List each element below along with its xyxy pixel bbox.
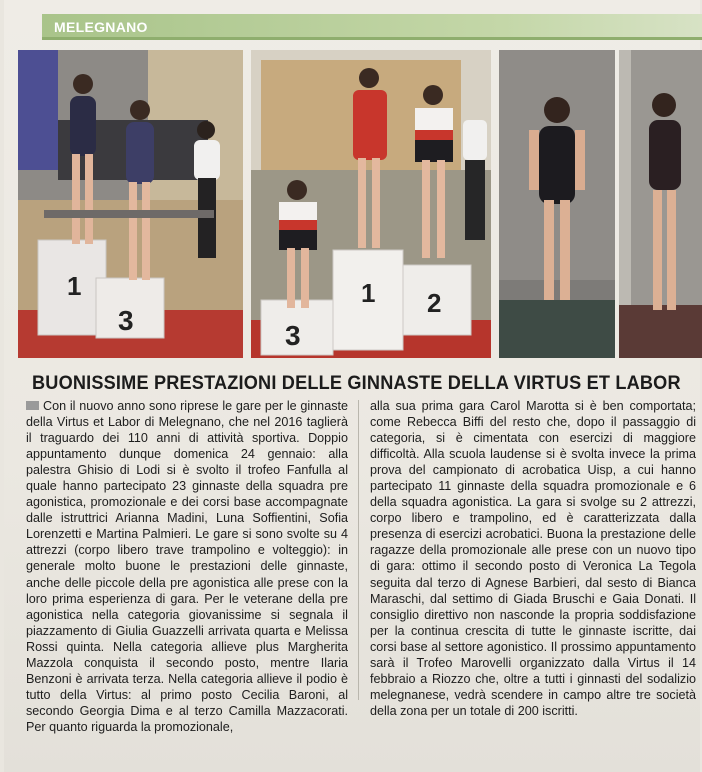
section-header-bar: [42, 14, 702, 40]
column-divider: [358, 400, 359, 700]
article-column-right: [370, 398, 696, 719]
podium-label-third: 3: [118, 305, 134, 336]
photo-gymnast-standing-image: [619, 50, 702, 358]
photo-podium-left: [18, 50, 243, 358]
photo-podium-center: [251, 50, 491, 358]
newspaper-page: [4, 0, 700, 772]
podium-label-first: 1: [67, 271, 82, 301]
article-paragraph-right: alla sua prima gara Carol Marotta si è ben comportata; come Rebecca Biffi del resto che, dopo il passaggio di categoria, si è cimentata con esercizi di maggiore difficoltà. Alla scuola laudense si è svolta invece la prima prova del campionato di acrobatica Uisp, a cui hanno partecipato 11 ginnaste della squadra promozionale e 6 della squadra agonistica. La gara si svolge su 2 attrezzi, corpo libero e trampolino, ed è caratterizzata dalla presenza di esercizi acrobatici. Buona la prestazione delle ragazze della promozionale alle prese con un nuovo tipo di gara: ottimo il secondo posto di Veronica La Tegola seguita dal terzo di Agnese Barbieri, dal sesto di Bianca Maraschi, dal settimo di Giada Bruschi e Gaia Donati. Il consiglio direttivo non nasconde la propria soddisfazione per la continua crescita di tutte le ginnaste iscritte, dai corsi base al settore agonistico. Il prossimo appuntamento sarà il Trofeo Marovelli organizzato dalla Virtus il 14 febbraio a Riozzo che, oltre a tutti i ginnasti del sodalizio melegnanese, vedrà scendere in campo altre tre società della zona per un totale di 200 iscritti.: [370, 399, 696, 718]
podium-label-first-center: 1: [361, 278, 376, 308]
article-text-left: Con il nuovo anno sono riprese le gare per le ginnaste della Virtus et Labor di Melegnano, che nel 2016 taglierà il traguardo dei 110 anni di attività sportiva. Doppio appuntamento dunque domenica 24 gennaio: alla palestra Ghisio di Lodi si è svolto il trofeo Fanfulla al quale hanno partecipato 23 ginnaste della squadra pre agonistica, promozionale e dei corsi base accompagnate dalle istruttrici Arianna Madini, Luna Soffientini, Sofia Lorenzetti e Martina Palmieri. Le gare si sono svolte su 4 attrezzi (corpo libero trave trampolino e volteggio): in generale molto buone le prestazioni delle ginnaste, anche delle piccole della pre agonistica alle prese con la loro prima esperienza di gara. Per le veterane della pre agonistica nella categoria giovanissime si segnala il piazzamento di Giulia Guazzelli arrivata quarta e Melissa Rossi quinta. Nella categoria allieve plus Margherita Mazzola conquista il secondo posto, mentre Ilaria Benzoni è arrivata terza. Nella categoria allieve il podio è tutto della Virtus: al primo posto Cecilia Baroni, al secondo Georgia Dima e al terzo Camilla Mazzacorati. Per quanto riguarda la promozionale,: [26, 399, 348, 734]
podium-label-third-center: 3: [285, 320, 301, 351]
photo-gymnast-black-image: [499, 50, 615, 358]
article-paragraph-left: [26, 398, 348, 735]
photo-podium-center-image: [251, 50, 491, 358]
article-column-left: [26, 398, 348, 735]
podium-label-second-center: 2: [427, 288, 442, 318]
photo-podium-left-image: [18, 50, 243, 358]
photo-gymnast-standing: [619, 50, 702, 358]
article-headline: BUONISSIME PRESTAZIONI DELLE GINNASTE DELLA VIRTUS ET LABOR: [32, 372, 681, 394]
photo-gymnast-black: [499, 50, 615, 358]
lead-square-icon: [26, 401, 39, 410]
section-label: MELEGNANO: [54, 19, 148, 35]
photo-strip: [18, 50, 702, 360]
